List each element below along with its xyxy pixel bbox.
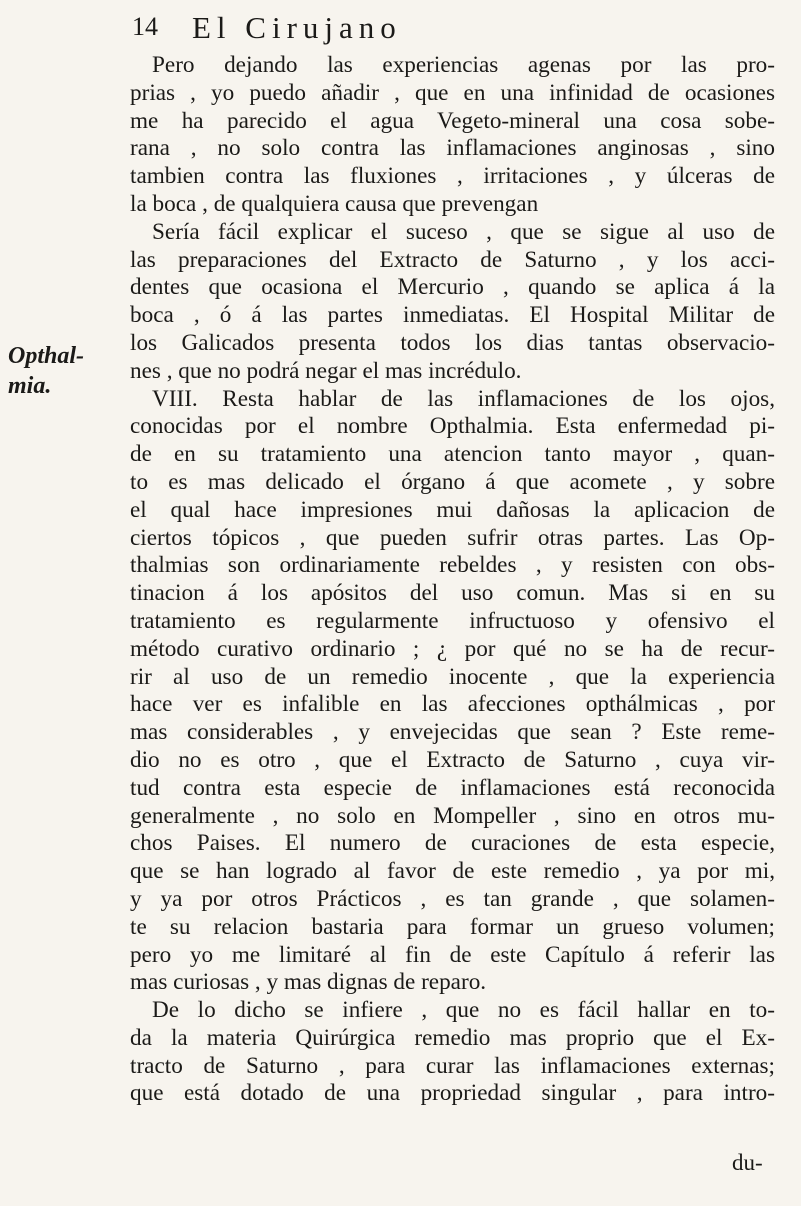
text-line (130, 386, 775, 414)
text-line-content: que se han logrado al favor de este remedio , ya por mi, (130, 858, 775, 885)
text-line-content: y ya por otros Prácticos , es tan grande , que solamen- (130, 885, 775, 912)
text-line-content: que está dotado de una propriedad singular , para intro- (130, 1080, 775, 1107)
text-line-content: tratamiento es regularmente infructuoso y ofensivo el (130, 607, 775, 634)
text-line (130, 552, 775, 580)
text-line (130, 803, 775, 831)
text-line-content: tud contra esta especie de inflamaciones está reconocida (130, 774, 775, 801)
text-line-content: boca , ó á las partes inmediatas. El Hospital Militar de (130, 302, 775, 329)
text-line-content: los Galicados presenta todos los dias tantas observacio- (130, 329, 775, 356)
text-line-content: ciertos tópicos , que pueden sufrir otras partes. Las Op- (130, 524, 775, 551)
text-line (130, 942, 775, 970)
text-line-content: Pero dejando las experiencias agenas por las pro- (152, 52, 775, 78)
margin-note (8, 341, 114, 401)
body-text (130, 52, 775, 1108)
text-line (130, 302, 775, 330)
text-line (130, 969, 775, 997)
text-line-content: pero yo me limitaré al fin de este Capítulo á referir las (130, 941, 775, 968)
text-line-content: conocidas por el nombre Opthalmia. Esta enfermedad pi- (130, 413, 775, 440)
text-line-content: rir al uso de un remedio inocente , que la experiencia (130, 663, 775, 690)
text-line-content: tambien contra las fluxiones , irritaciones , y úlceras de (130, 163, 775, 190)
text-line (130, 469, 775, 497)
text-line (130, 664, 775, 692)
text-line (130, 858, 775, 886)
text-line-content: nes , que no podrá negar el mas incrédulo. (130, 357, 522, 384)
text-line-content: Sería fácil explicar el suceso , que se sigue al uso de (152, 218, 775, 245)
text-line-content: De lo dicho se infiere , que no es fácil hallar en to- (152, 997, 775, 1024)
text-line-content: to es mas delicado el órgano á que acomete , y sobre (130, 468, 775, 495)
text-line (130, 191, 775, 219)
text-line-content: rana , no solo contra las inflamaciones anginosas , sino (130, 135, 775, 162)
text-line-content: el qual hace impresiones mui dañosas la aplicacion de (130, 496, 775, 523)
text-line-content: da la materia Quirúrgica remedio mas proprio que el Ex- (130, 1024, 775, 1051)
text-line-content: la boca , de qualquiera causa que prevengan (130, 190, 539, 217)
text-line (130, 108, 775, 136)
text-line-content: generalmente , no solo en Mompeller , sino en otros mu- (130, 802, 775, 829)
text-line-content: hace ver es infalible en las afecciones opthálmicas , por (130, 691, 775, 718)
text-line-content: tracto de Saturno , para curar las inflamaciones externas; (130, 1052, 775, 1079)
text-line (130, 330, 775, 358)
text-line (130, 1053, 775, 1081)
text-line-content: me ha parecido el agua Vegeto-mineral una cosa sobe- (130, 107, 775, 134)
text-line (130, 274, 775, 302)
page-number: 14 (132, 12, 158, 41)
text-line (130, 219, 775, 247)
text-line (130, 997, 775, 1025)
page-header (132, 10, 801, 50)
text-line (130, 747, 775, 775)
text-line (130, 830, 775, 858)
text-line (130, 135, 775, 163)
text-line-content: tinacion á los apósitos del uso comun. Mas si en su (130, 580, 775, 607)
text-line-content: método curativo ordinario ; ¿ por qué no se ha de recur- (130, 635, 775, 662)
text-line-content: VIII. Resta hablar de las inflamaciones de los ojos, (152, 385, 775, 412)
text-line (130, 1080, 775, 1108)
text-line-content: dentes que ocasiona el Mercurio , quando se aplica á la (130, 274, 775, 301)
text-line-content: te su relacion bastaria para formar un grueso volumen; (130, 913, 775, 940)
text-line (130, 413, 775, 441)
text-line (130, 636, 775, 664)
running-head: El Cirujano (192, 10, 402, 45)
text-line-content: mas considerables , y envejecidas que sean ? Este reme- (130, 719, 775, 746)
margin-note-line: mia. (8, 373, 52, 399)
text-line (130, 1025, 775, 1053)
text-line (130, 441, 775, 469)
text-line (130, 247, 775, 275)
text-line (130, 775, 775, 803)
text-line-content: dio no es otro , que el Extracto de Saturno , cuya vir- (130, 746, 775, 773)
text-line (130, 719, 775, 747)
text-line (130, 691, 775, 719)
text-line (130, 608, 775, 636)
text-line (130, 358, 775, 386)
text-line (130, 886, 775, 914)
text-line-content: de en su tratamiento una atencion tanto mayor , quan- (130, 441, 775, 468)
catchword: du- (732, 1150, 763, 1175)
text-line (130, 80, 775, 108)
text-line-content: prias , yo puedo añadir , que en una infinidad de ocasiones (130, 79, 775, 106)
text-line (130, 914, 775, 942)
text-line (130, 525, 775, 553)
text-line (130, 580, 775, 608)
text-line (130, 52, 775, 80)
text-line (130, 497, 775, 525)
text-line-content: mas curiosas , y mas dignas de reparo. (130, 969, 487, 996)
text-line-content: chos Paises. El numero de curaciones de esta especie, (130, 830, 775, 857)
margin-note-line: Opthal- (8, 343, 85, 369)
text-line-content: las preparaciones del Extracto de Saturno , y los acci- (130, 246, 775, 273)
text-line-content: thalmias son ordinariamente rebeldes , y resisten con obs- (130, 552, 775, 579)
text-line (130, 163, 775, 191)
